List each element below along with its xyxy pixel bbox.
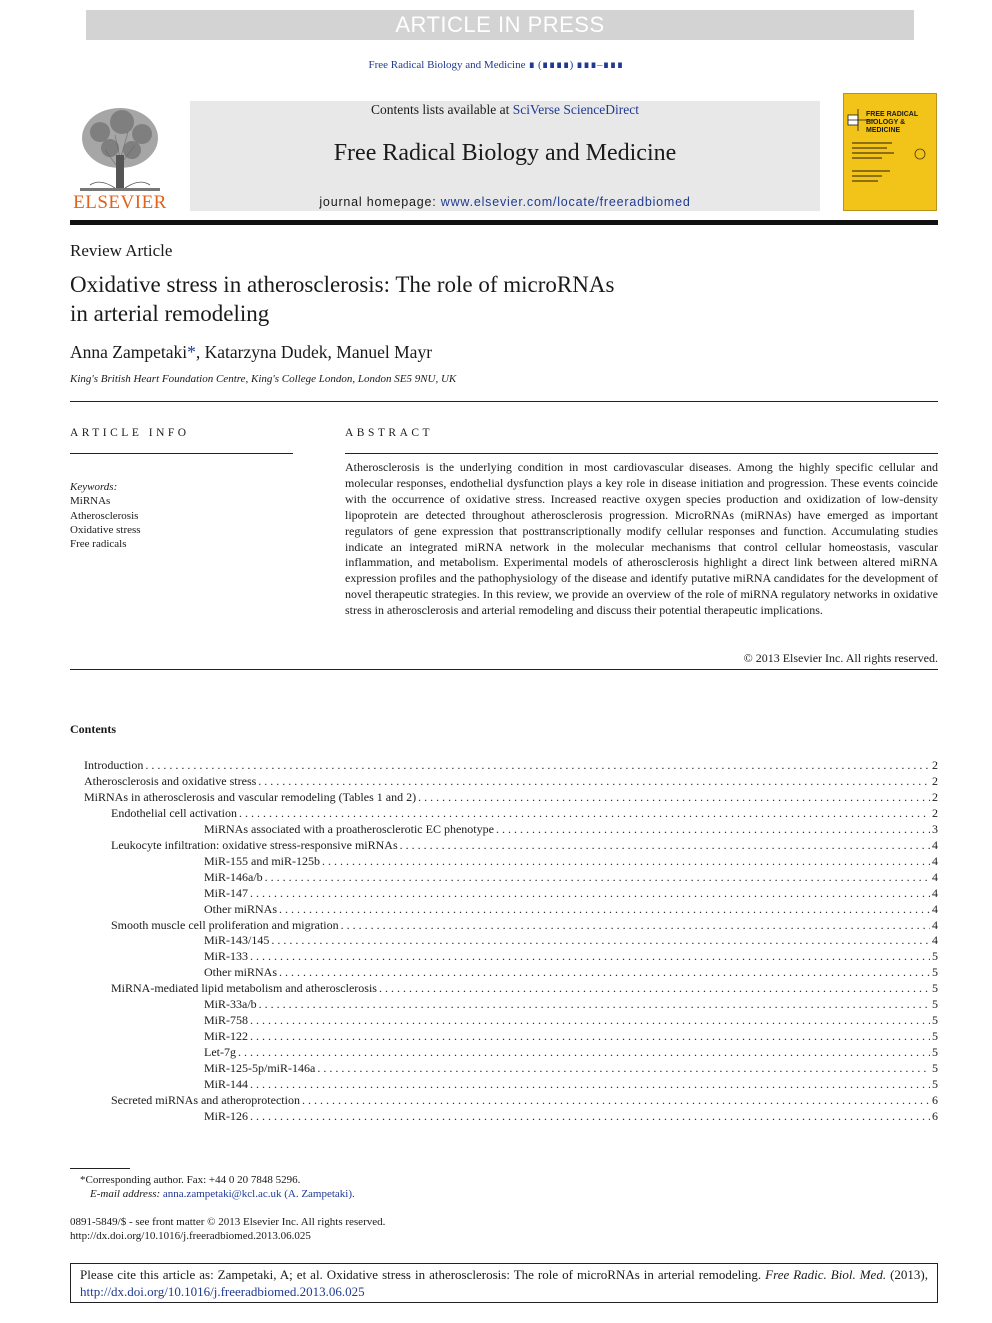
- toc-leader-dots: [250, 1029, 930, 1044]
- toc-entry-label: Secreted miRNAs and atheroprotection: [111, 1092, 300, 1107]
- toc-entry-label: MiR-147: [204, 885, 249, 900]
- footnote-mark: *: [80, 1174, 86, 1186]
- toc-entry-label: MiR-758: [204, 1013, 249, 1028]
- author-first: Anna Zampetaki: [70, 342, 188, 362]
- toc-leader-dots: [271, 933, 930, 948]
- toc-entry-label: Other miRNAs: [204, 901, 277, 916]
- toc-entry[interactable]: [204, 822, 938, 838]
- authors-rest: , Katarzyna Dudek, Manuel Mayr: [195, 342, 433, 362]
- toc-entry-page: 5: [932, 1045, 938, 1060]
- toc-entry-page: 3: [932, 821, 938, 836]
- toc-entry-label: MiR-144: [204, 1077, 249, 1091]
- toc-entry-label: MiRNA-mediated lipid metabolism and atherosclerosis: [111, 981, 377, 996]
- divider: [70, 669, 938, 670]
- toc-leader-dots: [250, 1077, 930, 1092]
- toc-entry-label: MiR-126: [204, 1108, 249, 1123]
- sciencedirect-link[interactable]: SciVerse ScienceDirect: [512, 102, 640, 117]
- footnote-rule: [70, 1168, 130, 1169]
- toc-leader-dots: [317, 1061, 930, 1076]
- toc-entry-label: Atherosclerosis and oxidative stress: [84, 773, 257, 788]
- toc-entry-label: MiR-143/145: [204, 933, 270, 948]
- toc-entry[interactable]: [204, 1029, 938, 1045]
- citation-journal: Free Radic. Biol. Med.: [765, 1267, 887, 1282]
- author-list: [70, 342, 432, 363]
- toc-entry[interactable]: [204, 997, 938, 1013]
- toc-entry-page: 5: [932, 1029, 938, 1044]
- toc-entry-page: 5: [932, 1077, 938, 1091]
- cover-text-lines: [852, 142, 932, 197]
- toc-entry-label: Introduction: [84, 758, 144, 772]
- toc-entry-page: 5: [932, 997, 938, 1012]
- toc-entry[interactable]: [204, 1013, 938, 1029]
- keywords-label: Keywords:: [70, 481, 118, 493]
- toc-entry-label: Other miRNAs: [204, 965, 277, 980]
- toc-entry-label: Smooth muscle cell proliferation and migration: [111, 917, 339, 932]
- toc-entry-label: Endothelial cell activation: [111, 805, 237, 820]
- toc-entry-page: 4: [932, 853, 938, 868]
- toc-entry[interactable]: [111, 806, 938, 822]
- toc-entry[interactable]: [204, 870, 938, 886]
- abstract-copyright: © 2013 Elsevier Inc. All rights reserved.: [743, 651, 938, 665]
- article-info-heading: ARTICLE INFO: [70, 427, 190, 439]
- abstract-rule: [345, 453, 938, 454]
- toc-entry-label: MiRNAs associated with a proatherosclerotic EC phenotype: [204, 821, 494, 836]
- toc-entry[interactable]: [84, 758, 938, 774]
- toc-entry-label: MiR-125-5p/miR-146a: [204, 1061, 316, 1076]
- toc-leader-dots: [250, 1013, 930, 1028]
- article-in-press-banner: ARTICLE IN PRESS: [86, 10, 914, 40]
- toc-entry-page: 5: [932, 1013, 938, 1028]
- toc-leader-dots: [279, 902, 930, 917]
- keyword: Oxidative stress: [70, 523, 141, 536]
- toc-entry[interactable]: [204, 949, 938, 965]
- toc-entry[interactable]: [111, 981, 938, 997]
- article-title: [70, 270, 770, 328]
- toc-leader-dots: [250, 949, 930, 964]
- toc-entry[interactable]: [204, 902, 938, 918]
- toc-entry[interactable]: [111, 838, 938, 854]
- toc-entry-label: MiR-133: [204, 949, 249, 964]
- divider: [70, 401, 938, 402]
- toc-leader-dots: [259, 997, 930, 1012]
- toc-entry-page: 2: [932, 789, 938, 804]
- toc-entry-page: 6: [932, 1108, 938, 1123]
- toc-entry-page: 2: [932, 773, 938, 788]
- keyword: Free radicals: [70, 538, 127, 551]
- toc-leader-dots: [265, 870, 930, 885]
- corresponding-footnote: [80, 1174, 300, 1186]
- running-head[interactable]: Free Radical Biology and Medicine ∎ (∎∎∎∎) ∎∎∎–∎∎∎: [368, 59, 624, 71]
- toc-entry-page: 5: [932, 1061, 938, 1076]
- citation-year: (2013),: [886, 1267, 928, 1282]
- toc-entry-label: MiRNAs in atherosclerosis and vascular remodeling (Tables 1 and 2): [84, 789, 417, 804]
- journal-title: Free Radical Biology and Medicine: [333, 140, 677, 166]
- toc-entry[interactable]: [204, 854, 938, 870]
- toc-leader-dots: [250, 1109, 930, 1124]
- email-footnote: [90, 1188, 355, 1200]
- title-line-1: Oxidative stress in atherosclerosis: The role of microRNAs: [70, 272, 615, 297]
- citation-prefix: Please cite this article as: Zampetaki, A; et al. Oxidative stress in atherosclerosis: The role of microRNAs in arterial remodeling.: [80, 1267, 766, 1282]
- toc-entry[interactable]: [204, 1061, 938, 1077]
- doi-line[interactable]: http://dx.doi.org/10.1016/j.freeradbiomed.2013.06.025: [70, 1230, 311, 1242]
- elsevier-wordmark: ELSEVIER: [73, 192, 167, 213]
- abstract-text: Atherosclerosis is the underlying condition in most cardiovascular diseases. Among the highly specific cellular and molecular responses, endothelial dysfunction plays a key role in disease initiation and progression. These events coincide with the occurrence of oxidative stress. Increased reactive oxygen species production and oxidization of low-density lipoprotein are detected throughout atherosclerosis progression. MicroRNAs (miRNAs) have emerged as important regulators of gene expression that posttranscriptionally modify cellular responses and function. Accumulating studies indicate an integrated miRNA network in the molecular mechanisms that control cellular homeostasis, vascular inflammation, and metabolism. Experimental models of atherosclerosis highlight a direct link between altered miRNA expression profiles and the pathophysiology of the disease and identify putative miRNA candidates for the development of novel therapeutic strategies. In this review, we provide an overview of the role of miRNA regulatory networks in oxidative stress in atherosclerosis and arterial remodeling and discuss their potential therapeutic implications.: [345, 460, 938, 618]
- contents-available: [190, 102, 820, 118]
- toc-entry-page: 2: [932, 805, 938, 820]
- cover-title: FREE RADICAL BIOLOGY & MEDICINE: [866, 111, 918, 134]
- toc-entry[interactable]: [204, 886, 938, 902]
- toc-entry[interactable]: [204, 1077, 938, 1093]
- contents-title: Contents: [70, 722, 117, 736]
- toc-entry[interactable]: [204, 965, 938, 981]
- toc-leader-dots: [279, 965, 930, 980]
- homepage-link[interactable]: www.elsevier.com/locate/freeradbiomed: [440, 195, 691, 209]
- toc-leader-dots: [238, 1045, 930, 1060]
- citation-box: [70, 1263, 938, 1303]
- toc-leader-dots: [258, 774, 930, 789]
- toc-leader-dots: [496, 822, 930, 837]
- toc-leader-dots: [341, 918, 930, 933]
- toc-leader-dots: [400, 838, 930, 853]
- affiliation: King's British Heart Foundation Centre, King's College London, London SE5 9NU, UK: [70, 373, 457, 385]
- toc-entry-page: 4: [932, 885, 938, 900]
- toc-entry[interactable]: [204, 933, 938, 949]
- toc-entry[interactable]: [84, 790, 938, 806]
- toc-entry-label: MiR-155 and miR-125b: [204, 853, 320, 868]
- toc-entry[interactable]: [84, 774, 938, 790]
- email-label: E-mail address:: [90, 1188, 161, 1200]
- toc-entry[interactable]: [204, 1045, 938, 1061]
- toc-entry-page: 4: [932, 901, 938, 916]
- toc-leader-dots: [250, 886, 930, 901]
- toc-entry-label: Leukocyte infiltration: oxidative stress-responsive miRNAs: [111, 837, 398, 852]
- keyword: Atherosclerosis: [70, 509, 139, 522]
- article-type: Review Article: [70, 241, 173, 260]
- header-rule: [70, 220, 938, 225]
- journal-homepage: [190, 195, 820, 209]
- contents-prefix: Contents lists available at: [370, 102, 513, 117]
- toc-entry-page: 5: [932, 981, 938, 996]
- toc-leader-dots: [322, 854, 930, 869]
- keywords-block: [70, 480, 300, 551]
- toc-entry-page: 4: [932, 917, 938, 932]
- citation-doi-link[interactable]: http://dx.doi.org/10.1016/j.freeradbiomed.2013.06.025: [80, 1283, 365, 1299]
- footnote-text: Corresponding author. Fax: +44 0 20 7848 5296.: [85, 1174, 301, 1186]
- toc-entry-page: 4: [932, 933, 938, 948]
- email-link[interactable]: anna.zampetaki@kcl.ac.uk (A. Zampetaki).: [162, 1188, 355, 1200]
- toc-entry-label: MiR-146a/b: [204, 869, 263, 884]
- toc-entry-page: 4: [932, 869, 938, 884]
- keyword: MiRNAs: [70, 495, 111, 508]
- toc-entry-label: Let-7g: [204, 1045, 236, 1060]
- toc-entry[interactable]: [111, 918, 938, 934]
- corresponding-author-mark[interactable]: *: [187, 342, 196, 362]
- toc-leader-dots: [379, 981, 930, 996]
- toc-entry-page: 4: [932, 837, 938, 852]
- toc-entry-page: 5: [932, 965, 938, 980]
- toc-entry-page: 6: [932, 1092, 938, 1107]
- toc-entry-label: MiR-122: [204, 1029, 249, 1044]
- toc-entry-page: 5: [932, 949, 938, 964]
- abstract-heading: ABSTRACT: [345, 427, 434, 439]
- toc-leader-dots: [418, 790, 930, 805]
- toc-entry[interactable]: [204, 1109, 938, 1125]
- issn-line: 0891-5849/$ - see front matter © 2013 Elsevier Inc. All rights reserved.: [70, 1216, 386, 1228]
- title-line-2: in arterial remodeling: [70, 301, 270, 326]
- toc-leader-dots: [145, 758, 930, 773]
- article-info-rule: [70, 453, 293, 454]
- toc-leader-dots: [302, 1093, 930, 1108]
- toc-leader-dots: [239, 806, 930, 821]
- toc-entry-label: MiR-33a/b: [204, 997, 257, 1012]
- toc-entry[interactable]: [111, 1093, 938, 1109]
- toc-entry-page: 2: [932, 758, 938, 772]
- homepage-prefix: journal homepage:: [319, 195, 441, 209]
